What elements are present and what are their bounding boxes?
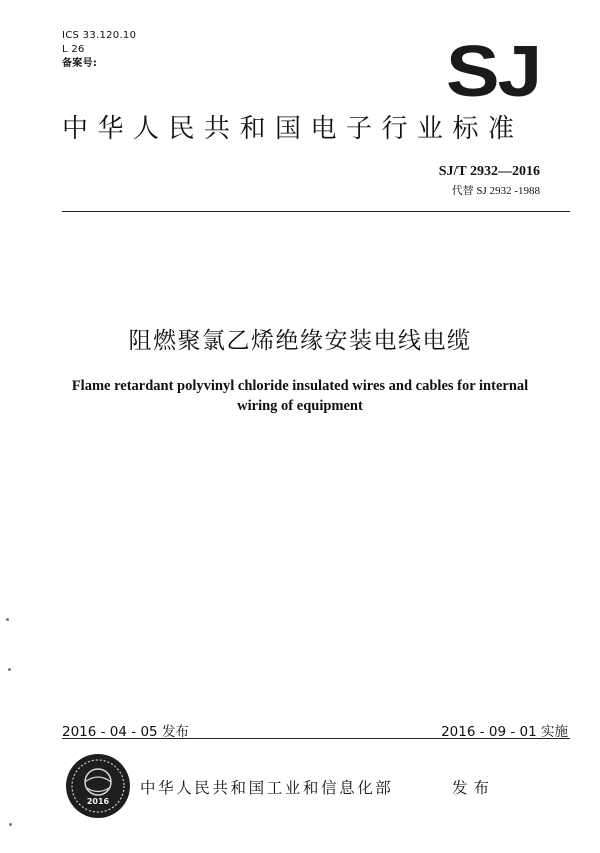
top-divider [62,211,570,212]
seal-year: 2016 [86,797,110,806]
standard-category-title: 中华人民共和国电子行业标准 [62,114,524,144]
ministry-seal-icon [64,752,132,820]
scan-artifact [6,618,9,621]
issuing-authority: 中华人民共和国工业和信息化部 [140,779,394,797]
ics-code: ICS 33.120.10 [62,30,137,41]
standard-code: SJ/T 2932—2016 [438,164,540,179]
scan-artifact [8,668,11,671]
implementation-date: 2016 - 09 - 01 实施 [441,724,568,740]
sj-logo: SJ [445,32,540,112]
record-number-label: 备案号: [62,58,98,69]
ccs-code: L 26 [62,44,85,55]
supersedes-note: 代替 SJ 2932 -1988 [451,185,540,197]
document-title-english-line-1: Flame retardant polyvinyl chloride insulated wires and cables for internal [71,378,529,394]
document-title-chinese: 阻燃聚氯乙烯绝缘安装电线电缆 [128,328,472,354]
issue-date: 2016 - 04 - 05 发布 [62,724,189,740]
scan-artifact [9,823,12,826]
bottom-divider [62,738,570,739]
publish-label: 发布 [452,779,496,797]
document-title-english-line-2: wiring of equipment [237,398,363,414]
